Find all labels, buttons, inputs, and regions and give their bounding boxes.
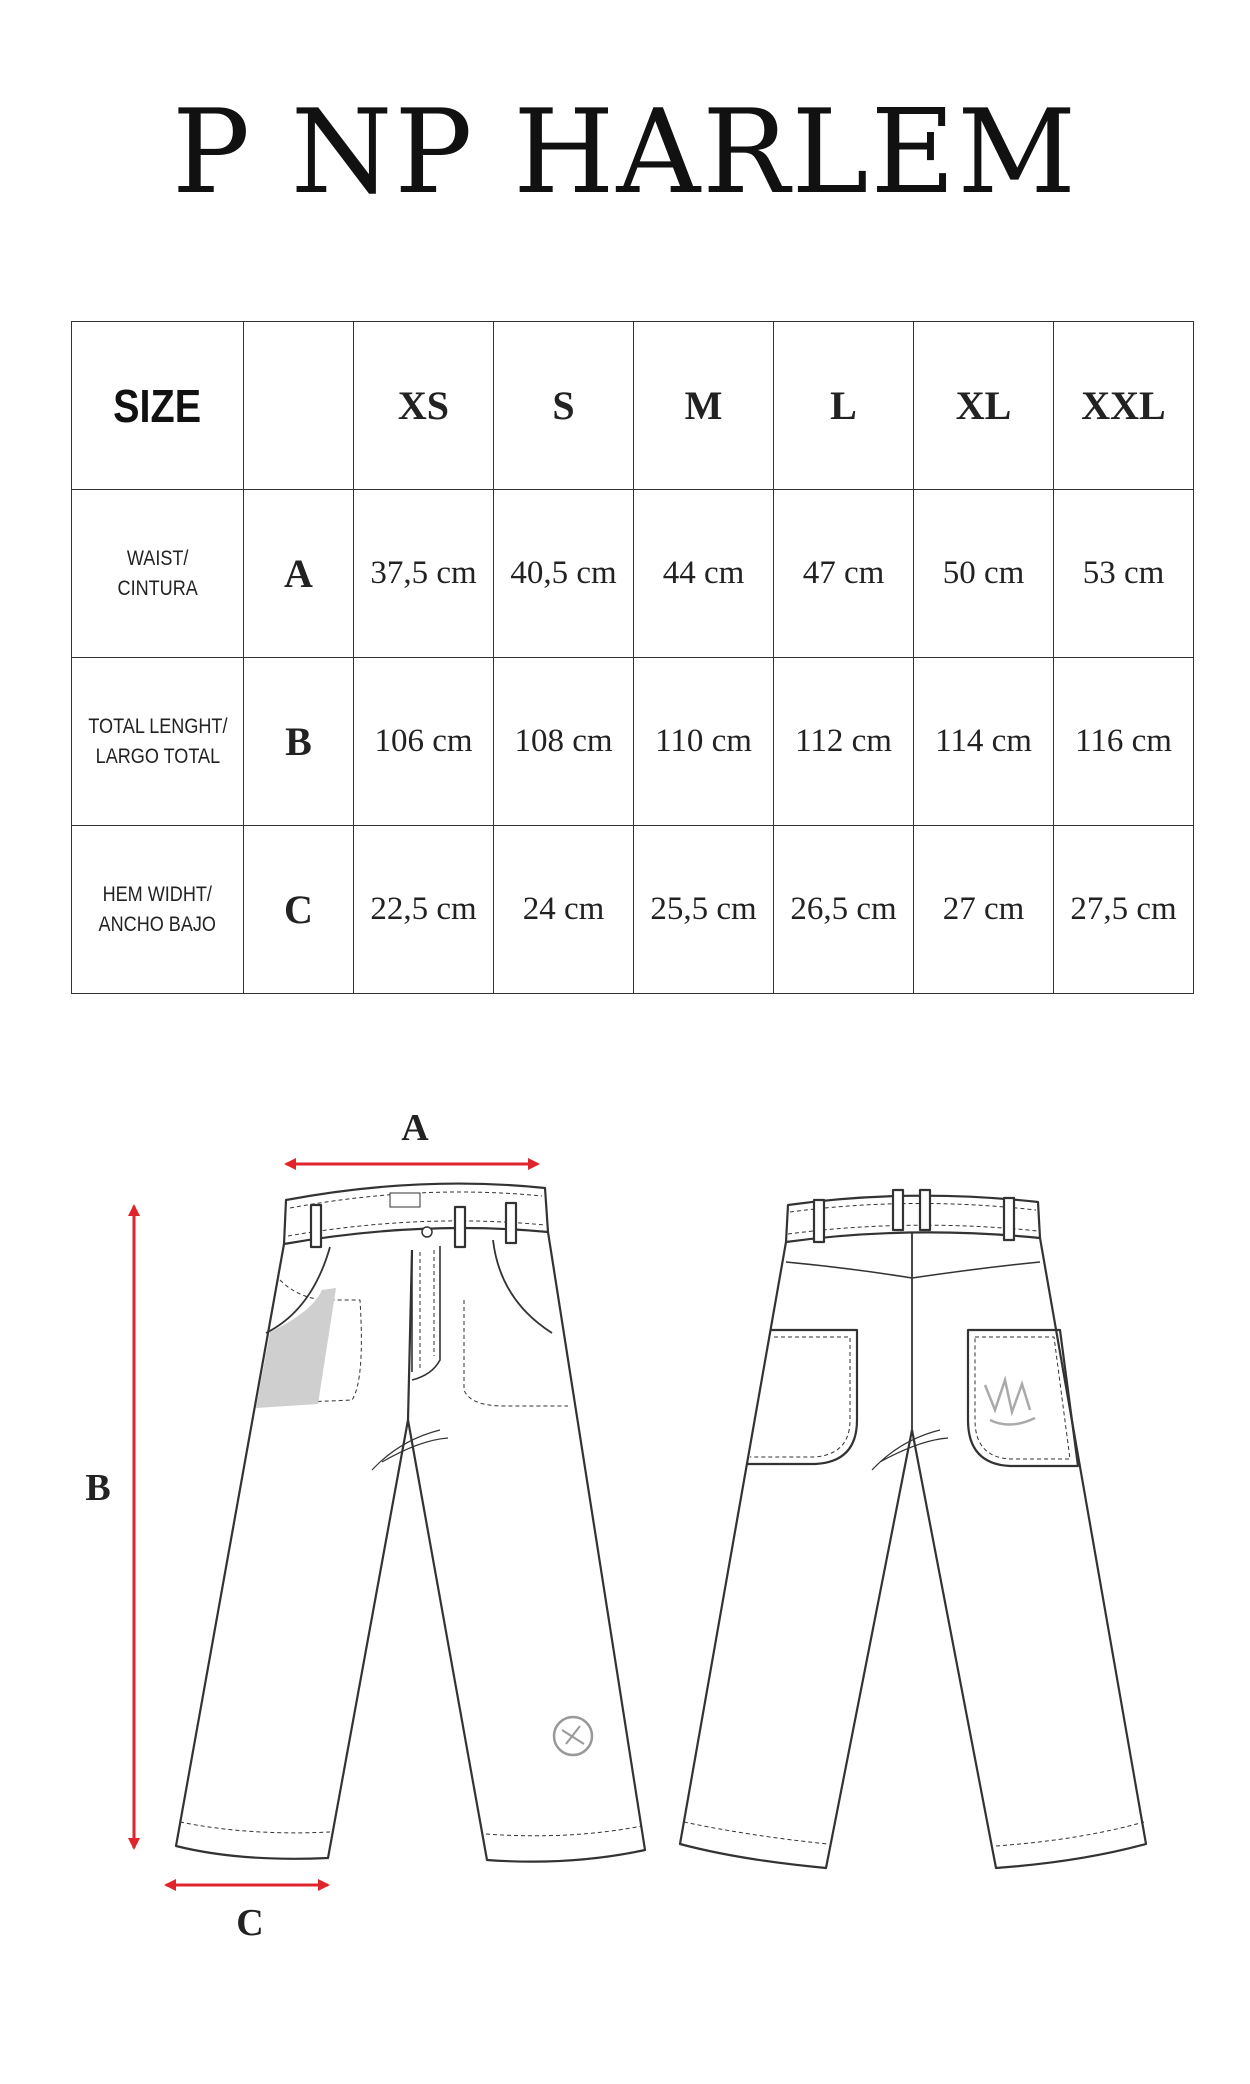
col-header-m: M xyxy=(634,322,774,490)
front-button xyxy=(422,1227,432,1237)
size-header: SIZE xyxy=(113,379,202,432)
front-pants-outline xyxy=(176,1184,645,1862)
pocket-tag-icon xyxy=(985,1380,1035,1425)
front-fly xyxy=(412,1246,440,1380)
front-waist-label xyxy=(390,1193,420,1207)
front-fly-stitch xyxy=(420,1250,434,1368)
col-header-xxl: XXL xyxy=(1054,322,1194,490)
front-hem-stitch xyxy=(180,1822,642,1836)
row-letter-cell: B xyxy=(244,658,354,826)
row-letter-cell: A xyxy=(244,490,354,658)
row-label-line1: WAIST/ xyxy=(126,546,189,570)
front-belt-loop xyxy=(455,1207,465,1247)
front-right-leg xyxy=(408,1232,645,1862)
value-cell: 25,5 cm xyxy=(634,826,774,994)
col-header-xl: XL xyxy=(914,322,1054,490)
value-cell: 22,5 cm xyxy=(354,826,494,994)
back-belt-loop xyxy=(920,1190,930,1230)
value-cell: 110 cm xyxy=(634,658,774,826)
front-right-pocket xyxy=(493,1240,552,1333)
dimension-label-b: B xyxy=(85,1467,111,1509)
front-right-pocket-bag xyxy=(464,1300,568,1406)
dimension-label-a: A xyxy=(401,1107,429,1149)
value-cell: 116 cm xyxy=(1054,658,1194,826)
value-cell: 53 cm xyxy=(1054,490,1194,658)
front-belt-loop xyxy=(506,1203,516,1243)
col-header-s: S xyxy=(494,322,634,490)
value-cell: 37,5 cm xyxy=(354,490,494,658)
front-belt-loop xyxy=(311,1205,321,1247)
back-left-leg xyxy=(680,1242,912,1868)
row-label-line2: CINTURA xyxy=(117,576,198,600)
row-letter-cell: C xyxy=(244,826,354,994)
back-hem-stitch xyxy=(684,1822,1144,1846)
back-yoke xyxy=(786,1262,1040,1278)
row-label-line1: HEM WIDHT/ xyxy=(102,882,213,906)
value-cell: 27,5 cm xyxy=(1054,826,1194,994)
knee-logo-icon xyxy=(554,1717,592,1755)
value-cell: 106 cm xyxy=(354,658,494,826)
back-right-leg xyxy=(912,1238,1146,1868)
back-pants-outline xyxy=(680,1190,1146,1868)
value-cell: 50 cm xyxy=(914,490,1054,658)
value-cell: 40,5 cm xyxy=(494,490,634,658)
value-cell: 44 cm xyxy=(634,490,774,658)
back-left-pocket xyxy=(746,1330,857,1464)
value-cell: 24 cm xyxy=(494,826,634,994)
back-belt-loop xyxy=(893,1190,903,1230)
page-title: P NP HARLEM xyxy=(171,85,1079,220)
col-header-l: L xyxy=(774,322,914,490)
row-label-line1: TOTAL LENGHT/ xyxy=(87,714,228,738)
row-label-line2: LARGO TOTAL xyxy=(95,744,220,768)
value-cell: 47 cm xyxy=(774,490,914,658)
back-belt-loop xyxy=(814,1200,824,1242)
col-header-xs: XS xyxy=(354,322,494,490)
value-cell: 108 cm xyxy=(494,658,634,826)
value-cell: 112 cm xyxy=(774,658,914,826)
back-belt-loop xyxy=(1004,1198,1014,1240)
row-label-line2: ANCHO BAJO xyxy=(98,912,217,936)
dimension-label-c: C xyxy=(236,1902,264,1944)
value-cell: 26,5 cm xyxy=(774,826,914,994)
front-pocket-shade xyxy=(256,1288,336,1408)
value-cell: 27 cm xyxy=(914,826,1054,994)
value-cell: 114 cm xyxy=(914,658,1054,826)
